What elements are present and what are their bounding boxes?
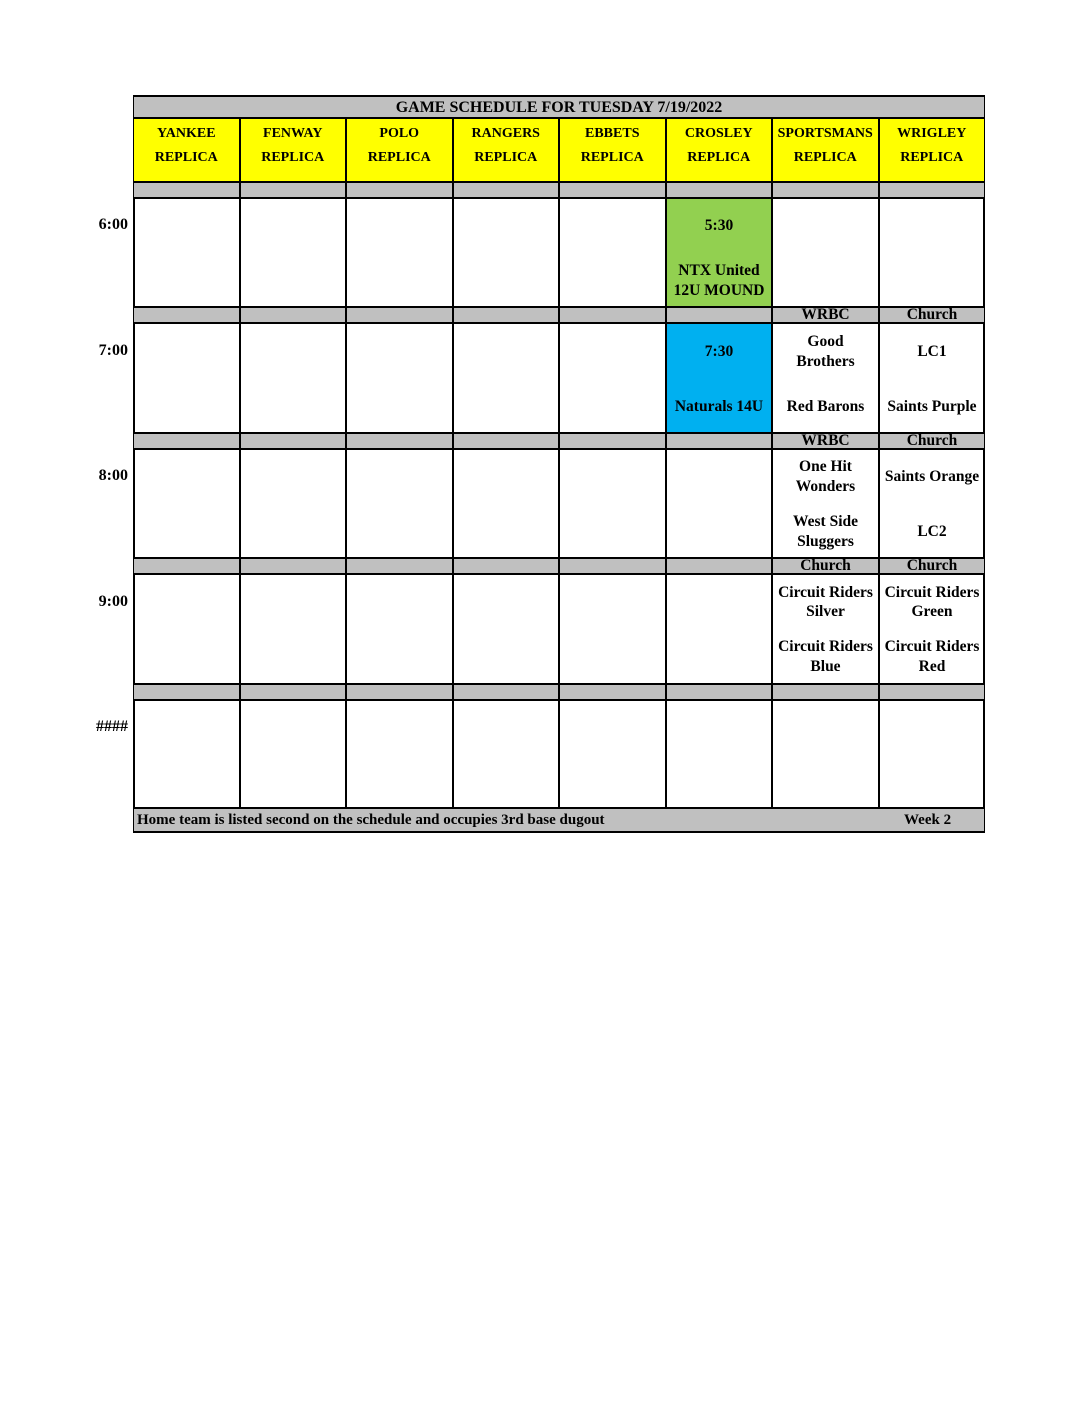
- separator-cell: [666, 433, 773, 449]
- separator-label: Church: [906, 306, 958, 323]
- separator-cell: [133, 433, 240, 449]
- game-text: Circuit Riders: [778, 638, 873, 655]
- separator-cell: [559, 558, 666, 574]
- game-text: Red Barons: [786, 398, 865, 415]
- slot-cell: [133, 198, 240, 307]
- slot-cell: [240, 449, 347, 558]
- field-sub: REPLICA: [367, 150, 431, 165]
- separator-label: Church: [906, 557, 958, 574]
- field-name: POLO: [379, 126, 420, 141]
- game-text: Blue: [810, 658, 841, 675]
- field-name: CROSLEY: [684, 126, 753, 141]
- footer-week: Week 2: [904, 812, 952, 828]
- separator-cell: [346, 684, 453, 700]
- separator-cell: [346, 182, 453, 198]
- slot-cell: [133, 700, 240, 809]
- game-text: Wonders: [795, 478, 856, 495]
- separator-cell: [240, 558, 347, 574]
- separator-cell: [772, 684, 879, 700]
- slot-cell: [346, 323, 453, 433]
- slot-cell: [559, 700, 666, 809]
- slot-cell: [453, 323, 560, 433]
- time-label: 6:00: [98, 216, 128, 233]
- field-name: YANKEE: [156, 126, 216, 141]
- slot-cell: [133, 449, 240, 558]
- field-sub: REPLICA: [900, 150, 964, 165]
- slot-cell: [240, 198, 347, 307]
- separator-cell: [879, 182, 986, 198]
- slot-cell: [453, 574, 560, 684]
- slot-cell: [666, 574, 773, 684]
- slot-cell: [346, 449, 453, 558]
- separator-cell: [666, 307, 773, 323]
- row-line: [133, 683, 985, 685]
- field-name: FENWAY: [263, 126, 323, 141]
- slot-cell: [666, 700, 773, 809]
- field-name: WRIGLEY: [897, 126, 967, 141]
- field-sub: REPLICA: [580, 150, 644, 165]
- slot-cell: [453, 198, 560, 307]
- slot-cell: [240, 574, 347, 684]
- slot-cell: [240, 700, 347, 809]
- separator-cell: [879, 684, 986, 700]
- game-text: Circuit Riders: [778, 584, 873, 601]
- time-label: 8:00: [98, 467, 128, 484]
- game-text: LC1: [917, 343, 947, 360]
- separator-label: WRBC: [801, 306, 850, 323]
- separator-cell: [559, 182, 666, 198]
- game-text: Naturals 14U: [674, 398, 764, 415]
- separator-cell: [453, 558, 560, 574]
- separator-cell: [453, 684, 560, 700]
- game-text: West Side: [792, 513, 859, 530]
- field-name: EBBETS: [585, 126, 640, 141]
- separator-cell: [453, 182, 560, 198]
- time-label: ####: [96, 718, 128, 735]
- slot-cell: [879, 700, 986, 809]
- slot-cell: [559, 323, 666, 433]
- separator-cell: [346, 433, 453, 449]
- row-line: [133, 699, 985, 701]
- slot-cell: [453, 700, 560, 809]
- separator-cell: [240, 182, 347, 198]
- game-text: Saints Purple: [887, 398, 977, 415]
- game-text: Silver: [806, 603, 845, 620]
- game-text: Brothers: [796, 353, 855, 370]
- field-sub: REPLICA: [793, 150, 857, 165]
- separator-label: Church: [906, 432, 958, 449]
- game-text: Saints Orange: [884, 468, 980, 485]
- separator-cell: [240, 684, 347, 700]
- separator-cell: [240, 433, 347, 449]
- separator-cell: [133, 307, 240, 323]
- time-label: 9:00: [98, 593, 128, 610]
- game-text: 7:30: [704, 343, 734, 360]
- slot-cell: [133, 574, 240, 684]
- game-text: Red: [918, 658, 946, 675]
- separator-cell: [559, 433, 666, 449]
- slot-cell: [346, 198, 453, 307]
- separator-cell: [772, 182, 879, 198]
- game-text: One Hit: [799, 458, 852, 475]
- separator-cell: [666, 182, 773, 198]
- page-title: GAME SCHEDULE FOR TUESDAY 7/19/2022: [395, 99, 723, 116]
- field-sub: REPLICA: [261, 150, 325, 165]
- game-text: 5:30: [704, 217, 734, 234]
- separator-label: WRBC: [801, 432, 850, 449]
- slot-cell: [240, 323, 347, 433]
- separator-cell: [666, 684, 773, 700]
- separator-cell: [346, 307, 453, 323]
- slot-cell: [133, 323, 240, 433]
- separator-cell: [133, 684, 240, 700]
- game-text: Circuit Riders: [884, 638, 980, 655]
- game-text: Green: [911, 603, 953, 620]
- field-sub: REPLICA: [474, 150, 538, 165]
- separator-cell: [346, 558, 453, 574]
- time-label: 7:00: [98, 342, 128, 359]
- field-name: SPORTSMANS: [777, 126, 873, 141]
- slot-cell: [666, 323, 773, 433]
- slot-cell: [559, 574, 666, 684]
- slot-cell: [559, 198, 666, 307]
- slot-cell: [879, 449, 986, 558]
- game-text: Sluggers: [797, 533, 854, 550]
- game-text: Circuit Riders: [884, 584, 980, 601]
- separator-label: Church: [800, 557, 851, 574]
- separator-cell: [559, 684, 666, 700]
- footer-note: Home team is listed second on the schedule and occupies 3rd base dugout: [137, 812, 605, 828]
- game-text: Good: [807, 333, 844, 350]
- separator-cell: [453, 307, 560, 323]
- separator-cell: [240, 307, 347, 323]
- field-name: RANGERS: [471, 126, 540, 141]
- slot-cell: [772, 198, 879, 307]
- slot-cell: [772, 700, 879, 809]
- separator-cell: [453, 433, 560, 449]
- separator-cell: [559, 307, 666, 323]
- slot-cell: [346, 700, 453, 809]
- slot-cell: [666, 449, 773, 558]
- slot-cell: [879, 323, 986, 433]
- separator-cell: [133, 182, 240, 198]
- game-text: LC2: [917, 523, 947, 540]
- row-line: [133, 181, 985, 183]
- slot-cell: [559, 449, 666, 558]
- game-text: NTX United: [678, 262, 760, 279]
- field-sub: REPLICA: [687, 150, 751, 165]
- separator-cell: [133, 558, 240, 574]
- slot-cell: [346, 574, 453, 684]
- slot-cell: [453, 449, 560, 558]
- slot-cell: [879, 198, 986, 307]
- separator-cell: [666, 558, 773, 574]
- field-sub: REPLICA: [154, 150, 218, 165]
- game-text: 12U MOUND: [673, 282, 765, 299]
